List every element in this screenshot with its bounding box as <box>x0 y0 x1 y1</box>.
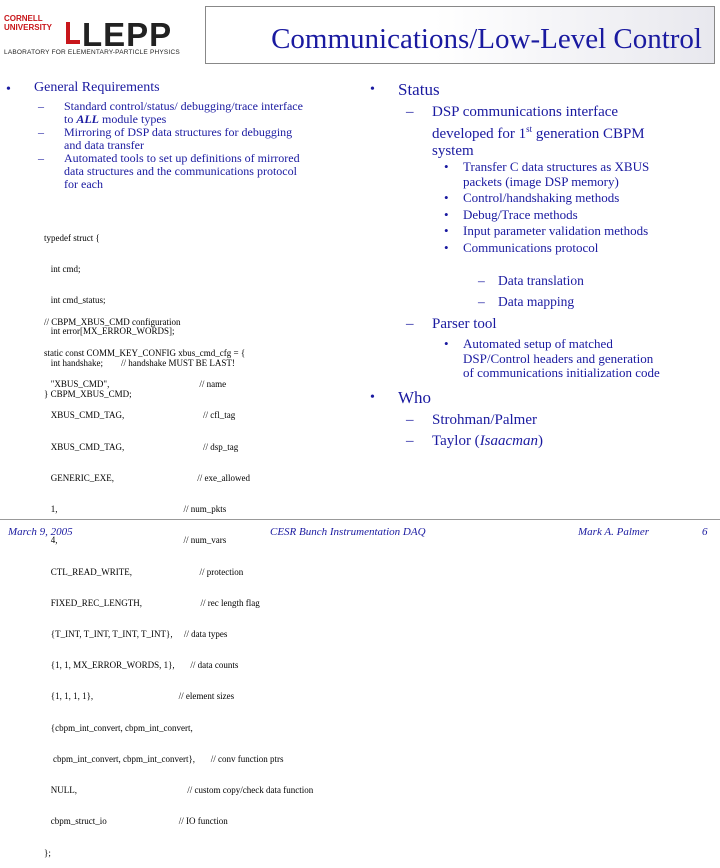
code-line: int cmd; <box>44 264 81 275</box>
lepp-wordmark: LEPP <box>82 16 173 53</box>
code-line: int error[MX_ERROR_WORDS]; <box>44 326 175 337</box>
lepp-logo <box>4 8 180 60</box>
list-item: – Data mapping <box>478 294 575 309</box>
who-list <box>406 412 543 450</box>
code-line: typedef struct { <box>44 232 100 243</box>
parser-sub-item: • Automated setup of matched DSP/Control headers and generation of communications initialization code <box>444 336 660 380</box>
cornell-wordmark: CORNELL UNIVERSITY <box>4 14 53 32</box>
list-item: • Communications protocol <box>444 239 599 255</box>
code-line: int handshake; // handshake MUST BE LAST! <box>44 357 235 368</box>
bullet-icon: • <box>370 390 375 405</box>
code-line: "XBUS_CMD", // name <box>44 379 227 390</box>
list-item: • Control/handshaking methods <box>444 190 620 205</box>
footer-author: Mark A. Palmer <box>578 526 649 538</box>
code-line: // CBPM_XBUS_CMD configuration <box>44 316 181 327</box>
bullet-icon: • <box>370 82 375 97</box>
dash-icon: – <box>406 412 414 428</box>
general-requirements-heading: General Requirements <box>34 80 160 95</box>
who-heading: Who <box>398 388 432 407</box>
protocol-sub-list <box>478 273 584 310</box>
code-line: cbpm_int_convert, cbpm_int_convert}, // conv function ptrs <box>44 753 284 764</box>
code-line: FIXED_REC_LENGTH, // rec length flag <box>44 597 260 608</box>
code-line: CTL_READ_WRITE, // protection <box>44 566 244 577</box>
list-item: – Data translation <box>478 273 584 288</box>
lepp-subtitle: LABORATORY FOR ELEMENTARY-PARTICLE PHYSICS <box>4 49 180 56</box>
footer-date: March 9, 2005 <box>8 526 73 538</box>
lepp-mark-icon <box>66 20 82 44</box>
requirements-list <box>38 100 348 191</box>
bullet-icon: • <box>6 82 11 97</box>
list-item: • Debug/Trace methods <box>444 206 578 222</box>
list-item: – Standard control/status/ debugging/trace interface to ALL module types <box>38 99 303 126</box>
footer-event: CESR Bunch Instrumentation DAQ <box>270 526 426 538</box>
dash-icon: – <box>38 125 44 139</box>
dash-icon: – <box>38 151 44 165</box>
slide-title: Communications/Low-Level Control <box>271 23 702 55</box>
footer-divider <box>0 519 720 520</box>
list-item: • Input parameter validation methods <box>444 223 649 238</box>
code-line: {T_INT, T_INT, T_INT, T_INT}, // data types <box>44 629 228 639</box>
code-line: {1, 1, 1, 1}, // element sizes <box>44 691 235 702</box>
bullet-icon: • <box>444 336 449 351</box>
status-heading: Status <box>398 80 440 99</box>
dsp-interface-item: – DSP communications interface developed for 1st generation CBPM system <box>406 104 645 159</box>
dash-icon: – <box>478 294 485 309</box>
dash-icon: – <box>406 433 414 449</box>
dash-icon: – <box>38 99 44 113</box>
title-box <box>205 6 715 64</box>
code-line: 1, // num_pkts <box>44 504 227 515</box>
code-line: XBUS_CMD_TAG, // cfl_tag <box>44 410 236 421</box>
code-line: {1, 1, MX_ERROR_WORDS, 1}, // data counts <box>44 660 239 671</box>
list-item: – Automated tools to set up definitions of mirrored data structures and the communications protocol for each <box>38 151 300 191</box>
dsp-sub-list <box>444 160 714 255</box>
list-item: – Taylor (Isaacman) <box>406 433 544 449</box>
list-item: – Mirroring of DSP data structures for debugging and data transfer <box>38 125 293 152</box>
parser-tool-item: – Parser tool <box>406 316 497 332</box>
code-line: } CBPM_XBUS_CMD; <box>44 388 132 399</box>
bullet-icon: • <box>444 206 449 222</box>
bullet-icon: • <box>444 190 449 205</box>
bullet-icon: • <box>444 223 449 238</box>
code-line: XBUS_CMD_TAG, // dsp_tag <box>44 441 239 452</box>
bullet-icon: • <box>444 159 449 174</box>
code-line: cbpm_struct_io // IO function <box>44 816 228 827</box>
code-line: NULL, // custom copy/check data function <box>44 785 314 796</box>
dash-icon: – <box>406 104 414 120</box>
list-item: – Strohman/Palmer <box>406 412 537 428</box>
code-line: }; <box>44 847 51 858</box>
code-line: int cmd_status; <box>44 295 106 306</box>
code-line: 4, // num_vars <box>44 535 227 546</box>
code-line: static const COMM_KEY_CONFIG xbus_cmd_cfg = { <box>44 348 246 359</box>
dash-icon: – <box>478 273 485 288</box>
code-line: {cbpm_int_convert, cbpm_int_convert, <box>44 722 193 733</box>
page-number: 6 <box>702 526 708 538</box>
list-item: • Transfer C data structures as XBUS packets (image DSP memory) <box>444 159 650 189</box>
dash-icon: – <box>406 316 414 332</box>
bullet-icon: • <box>444 239 449 255</box>
config-code-block <box>44 296 313 868</box>
code-line: GENERIC_EXE, // exe_allowed <box>44 472 250 483</box>
